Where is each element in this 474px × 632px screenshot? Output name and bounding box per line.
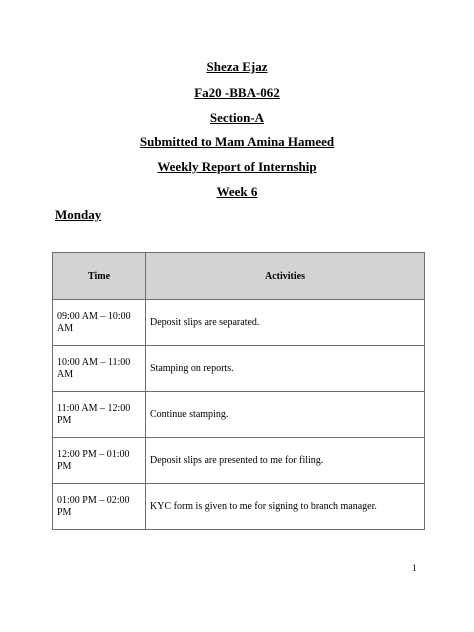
- activity-cell: Stamping on reports.: [146, 346, 425, 392]
- activity-cell: KYC form is given to me for signing to branch manager.: [146, 484, 425, 530]
- submitted-to: Submitted to Mam Amina Hameed: [139, 134, 335, 149]
- time-cell: 10:00 AM – 11:00 AM: [53, 346, 146, 392]
- student-name: Sheza Ejaz: [206, 59, 268, 74]
- student-id: Fa20 -BBA-062: [194, 85, 280, 100]
- time-cell: 11:00 AM – 12:00 PM: [53, 392, 146, 438]
- table-row: [53, 484, 425, 530]
- table-row: [53, 300, 425, 346]
- table-header-row: [53, 253, 425, 300]
- schedule-table: [52, 252, 425, 530]
- table-row: [53, 438, 425, 484]
- activity-cell: Deposit slips are separated.: [146, 300, 425, 346]
- page-number: 1: [412, 563, 417, 573]
- time-cell: 01:00 PM – 02:00 PM: [53, 484, 146, 530]
- week-label: Week 6: [216, 184, 258, 199]
- report-title: Weekly Report of Internship: [157, 159, 317, 174]
- table-row: [53, 346, 425, 392]
- column-header-activities: Activities: [146, 253, 425, 300]
- time-cell: 12:00 PM – 01:00 PM: [53, 438, 146, 484]
- day-heading: Monday: [55, 207, 102, 222]
- table-row: [53, 392, 425, 438]
- section-label: Section-A: [209, 110, 265, 125]
- column-header-time: Time: [53, 253, 146, 300]
- time-cell: 09:00 AM – 10:00 AM: [53, 300, 146, 346]
- activity-cell: Continue stamping.: [146, 392, 425, 438]
- activity-cell: Deposit slips are presented to me for filing.: [146, 438, 425, 484]
